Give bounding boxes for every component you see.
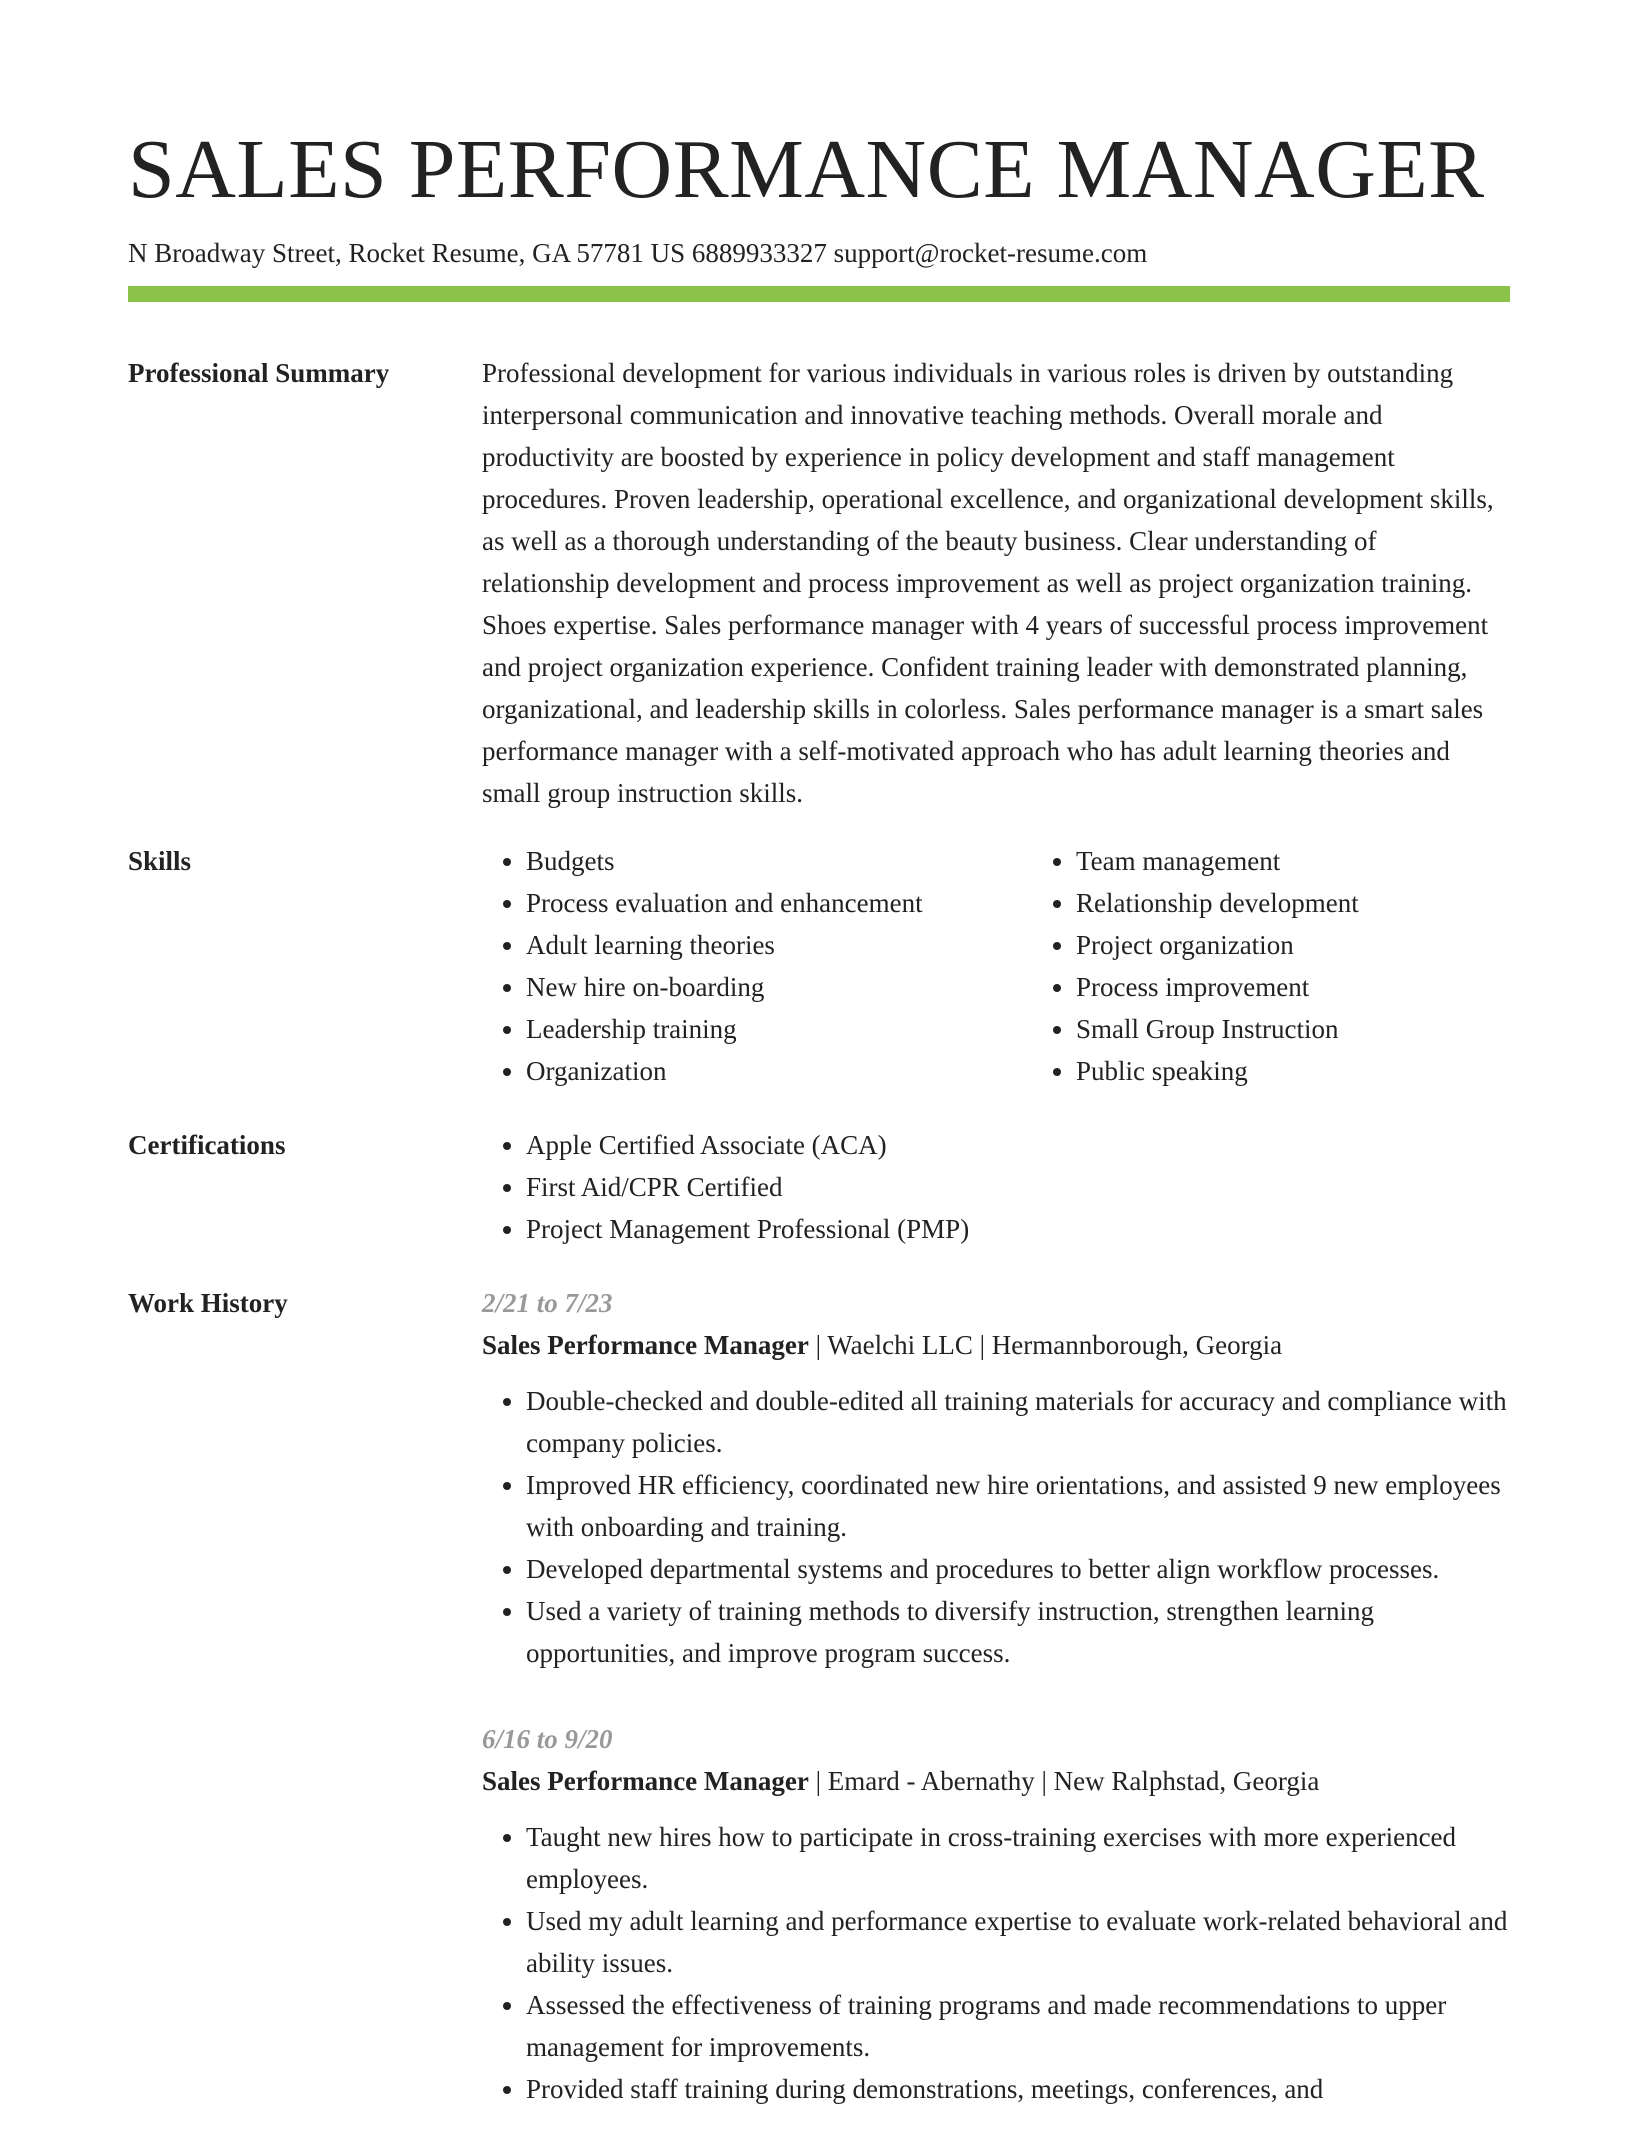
candidate-name: SALES PERFORMANCE MANAGER: [128, 123, 1485, 216]
summary-label: Professional Summary: [128, 358, 390, 388]
job-bullet: • Developed departmental systems and procedures to better align workflow processes.: [526, 1548, 1510, 1590]
contact-line: N Broadway Street, Rocket Resume, GA 57781 US 6889933327 support@rocket-resume.com: [128, 238, 1148, 268]
header-divider: [128, 286, 1510, 302]
job-bullet: • Improved HR efficiency, coordinated new hire orientations, and assisted 9 new employees with onboarding and training.: [526, 1464, 1510, 1548]
certification-item: • Project Management Professional (PMP): [526, 1208, 1510, 1250]
job-title: Sales Performance Manager: [482, 1330, 809, 1360]
certifications-list: [482, 1124, 1510, 1250]
resume-page: [128, 118, 1510, 2154]
job-dates: 6/16 to 9/20: [482, 1724, 613, 1754]
job-title: Sales Performance Manager: [482, 1766, 809, 1796]
skill-item: • Leadership training: [526, 1008, 1032, 1050]
certifications-section: [128, 1124, 1510, 1250]
skill-item: • Process evaluation and enhancement: [526, 882, 1032, 924]
job-title-line: [482, 1760, 1510, 1802]
job-bullet: • Provided staff training during demonstrations, meetings, conferences, and: [526, 2068, 1510, 2110]
job-bullets: [482, 1380, 1510, 1674]
job-title-line: [482, 1324, 1510, 1366]
skill-item: • Small Group Instruction: [1076, 1008, 1582, 1050]
job-bullet: • Taught new hires how to participate in cross-training exercises with more experienced employees.: [526, 1816, 1510, 1900]
job-bullet: • Used my adult learning and performance expertise to evaluate work-related behavioral and ability issues.: [526, 1900, 1510, 1984]
certifications-body: [482, 1124, 1510, 1250]
skill-item: • Project organization: [1076, 924, 1582, 966]
job-entry: [482, 1718, 1510, 2110]
skill-item: • Team management: [1076, 840, 1582, 882]
skill-item: • Public speaking: [1076, 1050, 1582, 1092]
work-history-section: [128, 1282, 1510, 2154]
job-dates: 2/21 to 7/23: [482, 1288, 613, 1318]
certifications-label: Certifications: [128, 1130, 286, 1160]
job-bullet: • Used a variety of training methods to diversify instruction, strengthen learning opportunities, and improve program success.: [526, 1590, 1510, 1674]
skills-section: [128, 840, 1510, 1092]
skill-item: • New hire on-boarding: [526, 966, 1032, 1008]
skill-item: • Budgets: [526, 840, 1032, 882]
summary-body: [482, 352, 1510, 814]
certification-item: • First Aid/CPR Certified: [526, 1166, 1510, 1208]
skills-body: [482, 840, 1582, 1092]
work-history-body: [482, 1282, 1510, 2154]
job-bullet: • Assessed the effectiveness of training programs and made recommendations to upper management for improvements.: [526, 1984, 1510, 2068]
job-details: | Emard - Abernathy | New Ralphstad, Georgia: [808, 1766, 1320, 1796]
skill-item: • Process improvement: [1076, 966, 1582, 1008]
summary-text: Professional development for various individuals in various roles is driven by outstanding interpersonal communication and innovative teaching methods. Overall morale and productivity are boosted by experience in policy development and staff management procedures. Proven leadership, operational excellence, and organizational development skills, as well as a thorough understanding of the beauty business. Clear understanding of relationship development and process improvement as well as project organization training. Shoes expertise. Sales performance manager with 4 years of successful process improvement and project organization experience. Confident training leader with demonstrated planning, organizational, and leadership skills in colorless. Sales performance manager is a smart sales performance manager with a self-motivated approach who has adult learning theories and small group instruction skills.: [482, 358, 1494, 808]
certification-item: • Apple Certified Associate (ACA): [526, 1124, 1510, 1166]
work-history-label: Work History: [128, 1288, 288, 1318]
skills-list-left: [482, 840, 1032, 1092]
skills-list-right: [1032, 840, 1582, 1092]
skill-item: • Adult learning theories: [526, 924, 1032, 966]
job-bullet: • Double-checked and double-edited all training materials for accuracy and compliance with company policies.: [526, 1380, 1510, 1464]
job-details: | Waelchi LLC | Hermannborough, Georgia: [808, 1330, 1283, 1360]
skill-item: • Relationship development: [1076, 882, 1582, 924]
summary-section: [128, 352, 1510, 814]
job-entry: [482, 1282, 1510, 1674]
skills-label: Skills: [128, 846, 192, 876]
skill-item: • Organization: [526, 1050, 1032, 1092]
job-bullets: [482, 1816, 1510, 2110]
skills-grid: [482, 840, 1582, 1092]
